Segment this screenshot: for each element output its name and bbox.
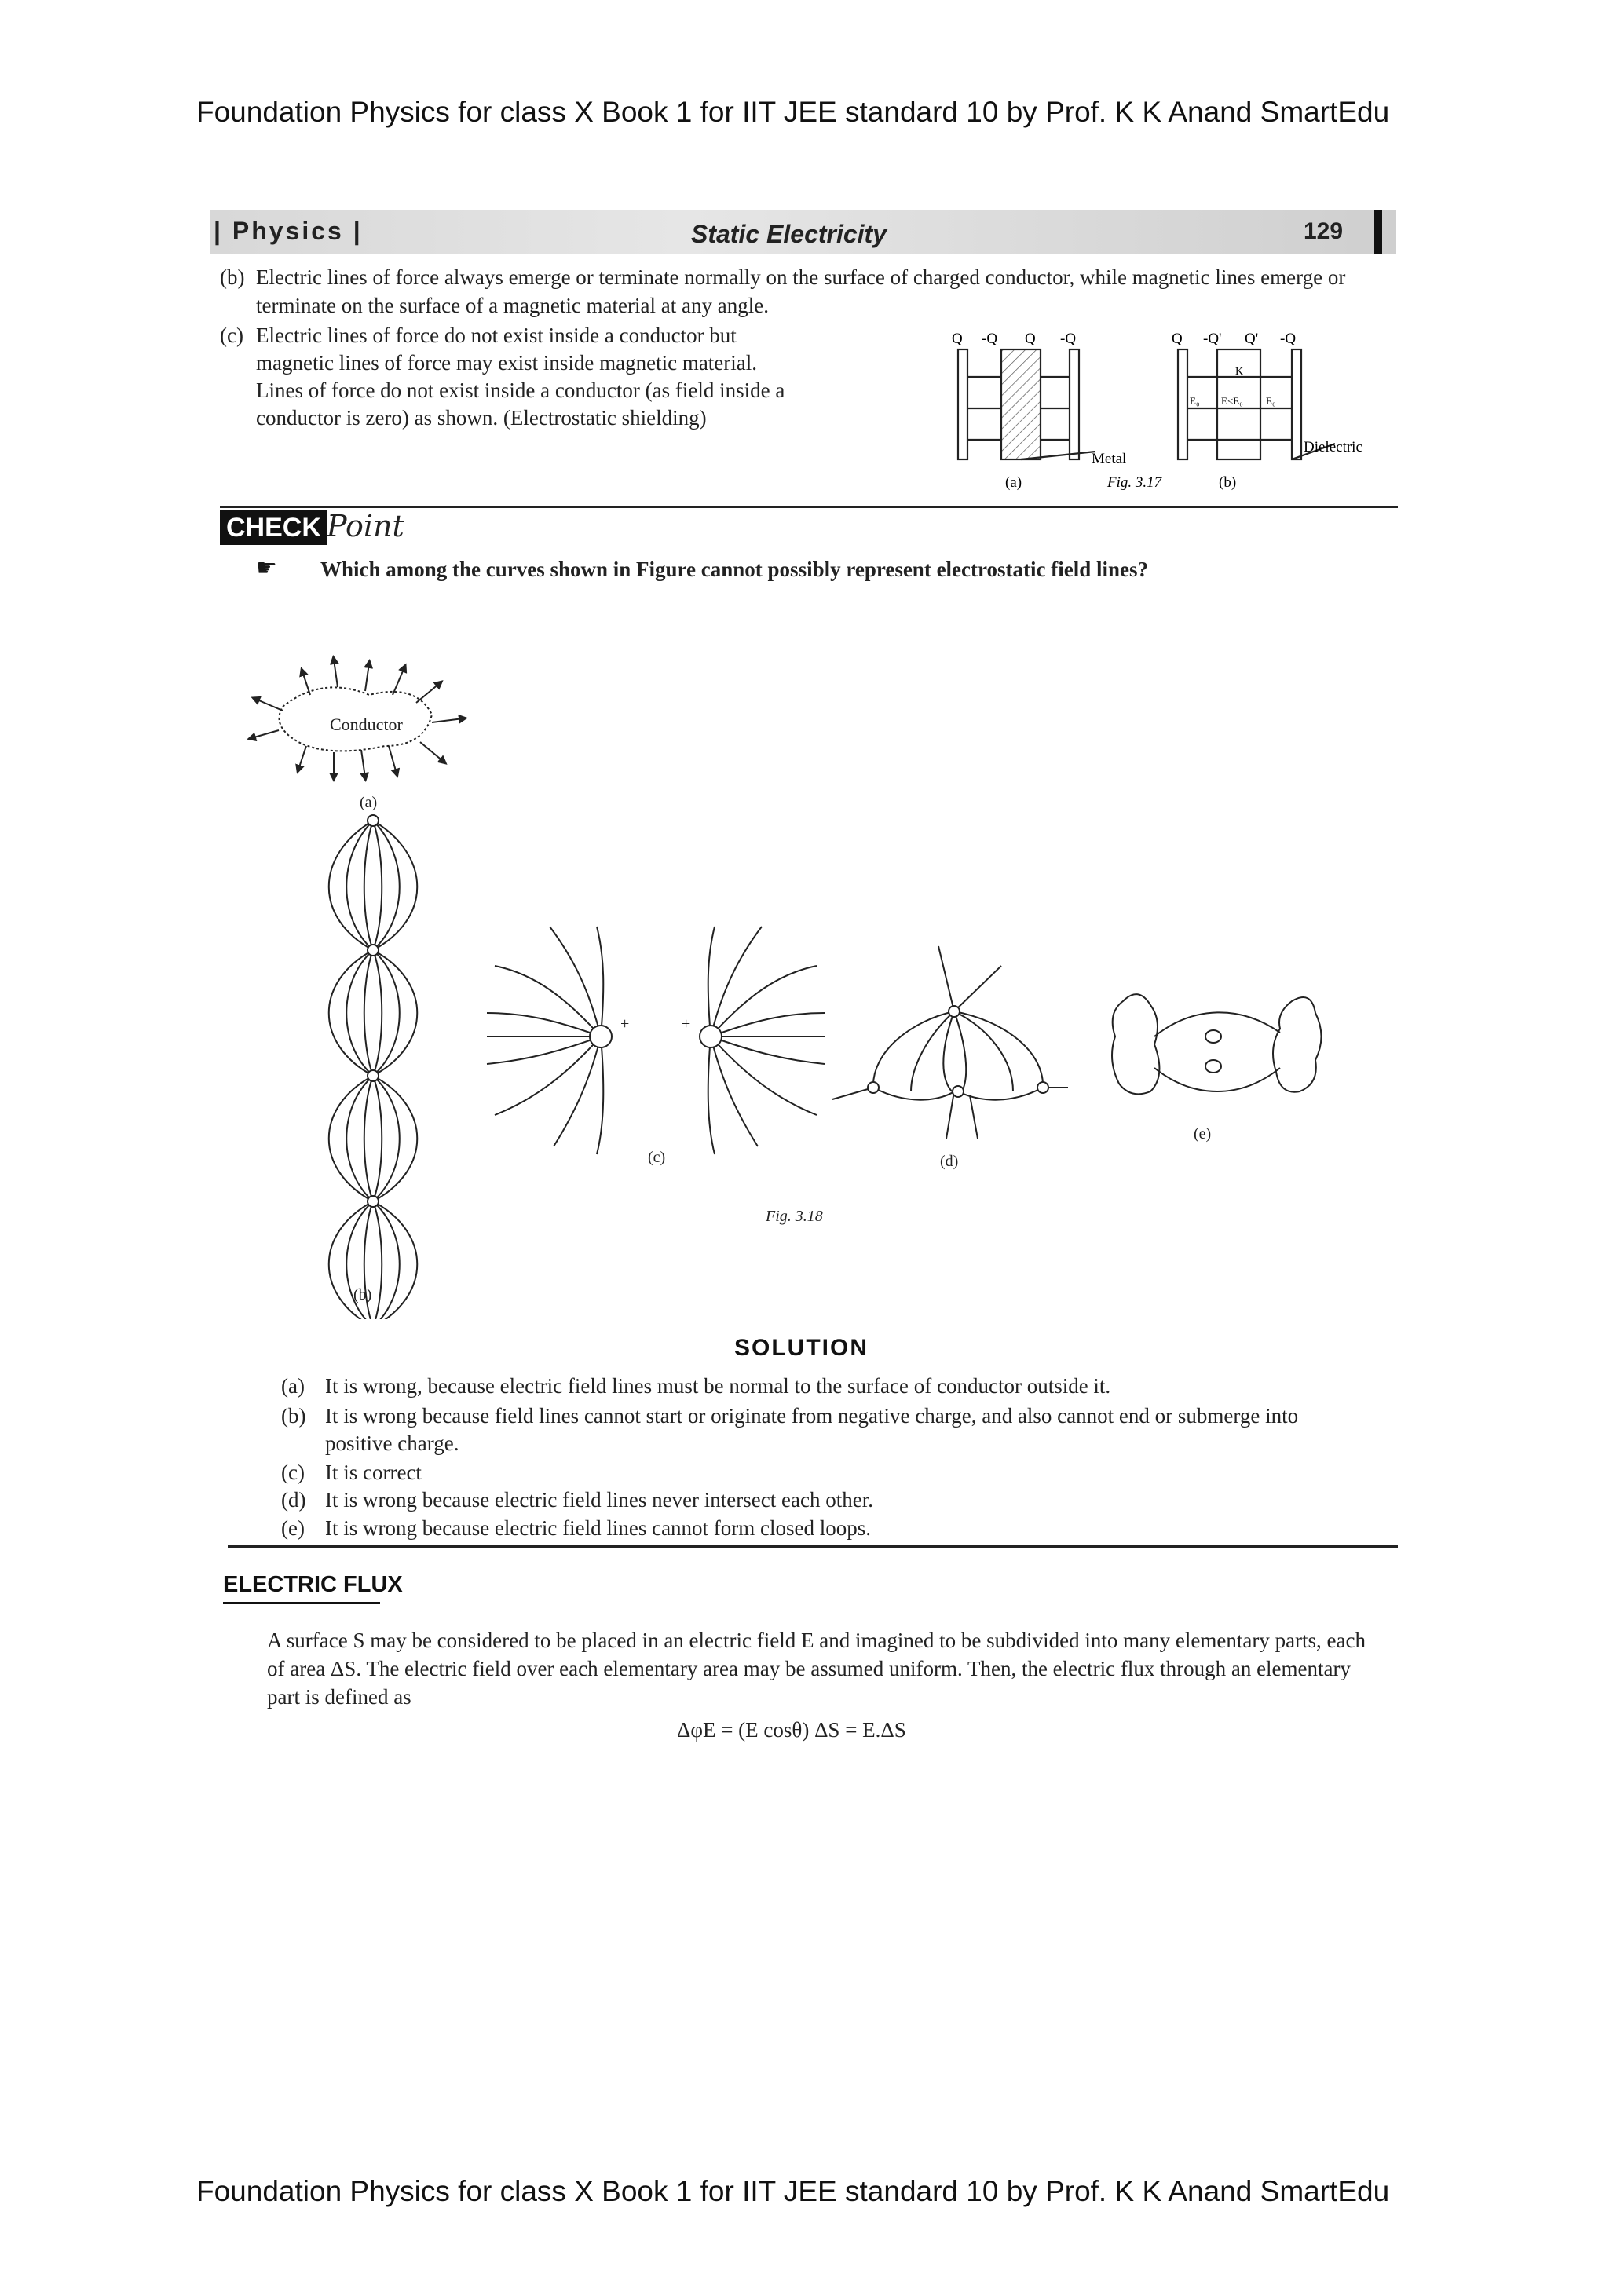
solution-e-text: It is wrong because electric field lines cannot form closed loops. (325, 1516, 872, 1540)
fig318e-left-body (1112, 994, 1159, 1094)
fig317b-charge-4: -Q (1280, 331, 1297, 347)
fig317a-charge-4: -Q (1060, 331, 1077, 347)
fig317a-plate-4 (1070, 349, 1079, 459)
fig317b-e0-left: E₀ (1190, 395, 1200, 407)
figure-3-18 (236, 628, 1414, 1319)
fig317a-charge-2: -Q (982, 331, 998, 347)
fig317a-metal-slab (1001, 349, 1041, 459)
fig317a-charge-1: Q (952, 331, 963, 347)
fig318-label-c: (c) (648, 1149, 666, 1166)
fig318c-field-lines (487, 927, 825, 1154)
flux-line-3: part is defined as (267, 1685, 411, 1709)
point-b-line-2: terminate on the surface of a magnetic material at any angle. (256, 294, 769, 317)
solution-d-marker: (d) (281, 1488, 306, 1512)
section-rule (220, 506, 1398, 508)
solution-c-text: It is correct (325, 1461, 422, 1484)
checkpoint-badge: CHECK (220, 510, 327, 545)
flux-heading: ELECTRIC FLUX (223, 1572, 403, 1597)
fig318-label-d: (d) (940, 1153, 959, 1170)
solution-bottom-rule (228, 1545, 1398, 1548)
fig317b-plate-1 (1178, 349, 1187, 459)
fig317b-charge-2: -Q' (1203, 331, 1222, 347)
watermark-bottom: Foundation Physics for class X Book 1 for IIT JEE standard 10 by Prof. K K Anand SmartEdu (196, 2175, 1390, 2207)
fig317b-k: K (1235, 366, 1244, 378)
watermark-top: Foundation Physics for class X Book 1 for IIT JEE standard 10 by Prof. K K Anand SmartEdu (196, 96, 1390, 128)
fig317-label-metal: Metal (1092, 451, 1127, 467)
solution-b-text-2: positive charge. (325, 1431, 459, 1455)
point-b-line-1: Electric lines of force always emerge or terminate normally on the surface of charged conductor, while magnetic lines emerge or (256, 265, 1346, 289)
header-end-rule (1374, 210, 1382, 254)
fig318c-plus-right: + (682, 1015, 691, 1033)
solution-b-marker: (b) (281, 1404, 306, 1428)
point-c-line-1: Electric lines of force do not exist inside a conductor but (256, 324, 737, 347)
checkpoint-question: Which among the curves shown in Figure cannot possibly represent electrostatic field lines? (320, 558, 1148, 581)
flux-heading-underline (223, 1602, 380, 1604)
fig317a-charge-3: Q (1025, 331, 1036, 347)
fig317b-e-mid: E<E₀ (1221, 395, 1243, 407)
flux-line-2: of area ΔS. The electric field over each elementary area may be assumed uniform. Then, the electric flux through an elementary (267, 1657, 1352, 1680)
flux-line-1: A surface S may be considered to be placed in an electric field E and imagined to be subdivided into many elementary parts, each (267, 1629, 1366, 1652)
point-c-marker: (c) (220, 324, 243, 347)
fig318-label-e: (e) (1194, 1125, 1212, 1143)
page-number: 129 (1304, 218, 1344, 244)
fig317b-charge-1: Q (1172, 331, 1183, 347)
solution-a-text: It is wrong, because electric field lines must be normal to the surface of conductor outside it. (325, 1374, 1111, 1398)
header-chapter: Static Electricity (691, 220, 887, 248)
fig317-caption: Fig. 3.17 (1107, 474, 1162, 491)
solution-heading: SOLUTION (734, 1335, 869, 1361)
figure-3-17 (927, 326, 1414, 503)
fig318d-field-lines (832, 946, 1068, 1139)
fig317-label-b: (b) (1219, 474, 1237, 491)
fig318c-plus-left: + (620, 1015, 630, 1033)
flux-equation: ΔφE = (E cosθ) ΔS = E.ΔS (677, 1718, 906, 1742)
checkpoint-script: Point (327, 509, 404, 543)
solution-b-text-1: It is wrong because field lines cannot start or originate from negative charge, and also cannot end or submerge into (325, 1404, 1299, 1428)
point-b-marker: (b) (220, 265, 245, 289)
fig318-caption: Fig. 3.18 (766, 1208, 823, 1225)
fig318e-right-body (1273, 997, 1322, 1092)
point-c-line-3: Lines of force do not exist inside a conductor (as field inside a (256, 378, 785, 402)
point-c-line-2: magnetic lines of force may exist inside magnetic material. (256, 351, 758, 375)
fig318-label-a: (a) (360, 794, 378, 811)
solution-e-marker: (e) (281, 1516, 305, 1540)
point-c-line-4: conductor is zero) as shown. (Electrostatic shielding) (256, 406, 707, 430)
solution-d-text: It is wrong because electric field lines never intersect each other. (325, 1488, 873, 1512)
pointer-icon: ☛ (256, 555, 277, 581)
fig317b-e0-right: E₀ (1266, 395, 1276, 407)
fig318a-conductor-label: Conductor (330, 715, 403, 734)
fig318-label-b: (b) (353, 1286, 372, 1303)
fig317b-plate-4 (1292, 349, 1301, 459)
solution-a-marker: (a) (281, 1374, 305, 1398)
fig317a-plate-1 (958, 349, 967, 459)
fig317-label-a: (a) (1005, 474, 1022, 491)
fig317-label-dielectric: Dielectric (1304, 439, 1362, 455)
solution-c-marker: (c) (281, 1461, 305, 1484)
header-subject: | Physics | (214, 217, 363, 245)
fig317b-charge-3: Q' (1245, 331, 1259, 347)
